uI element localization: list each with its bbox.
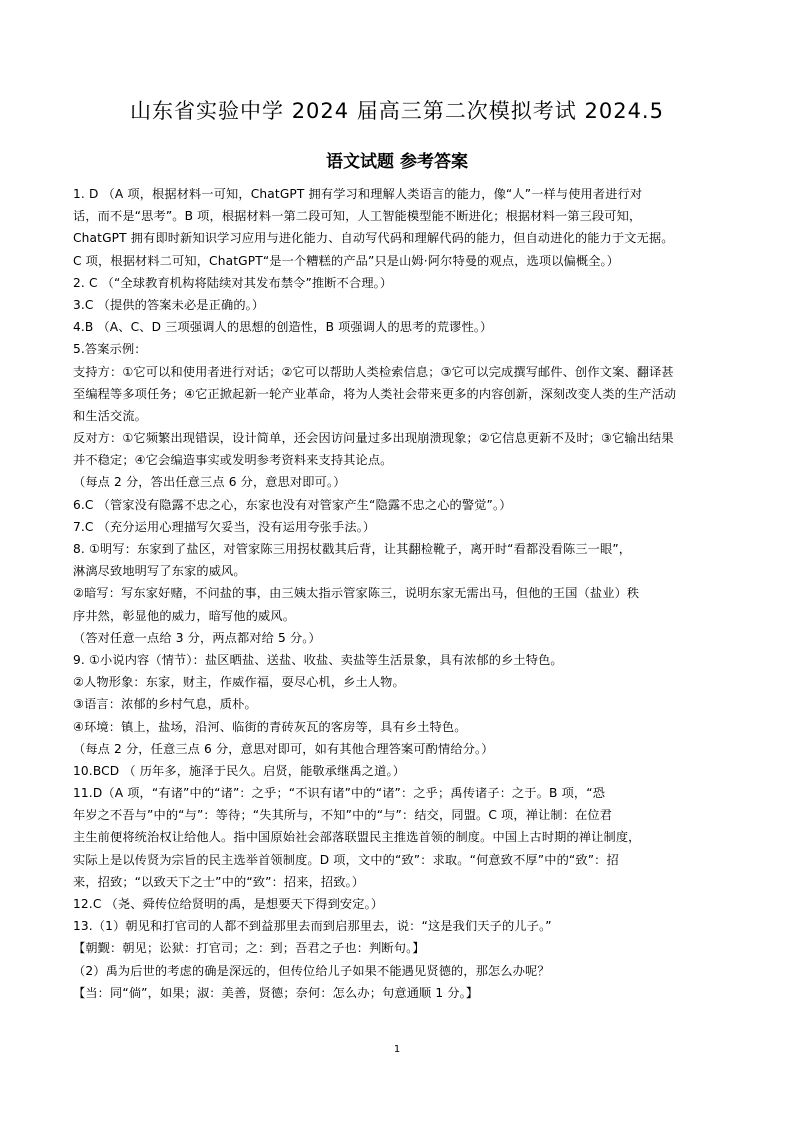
text-line: 反对方：①它频繁出现错误，设计简单，还会因访问量过多出现崩溃现象；②它信息更新不及时；③它输出结果 xyxy=(73,431,674,446)
text-line: ②人物形象：东家，财主，作威作福，耍尽心机，乡土人物。 xyxy=(73,675,405,690)
text-line: 话，而不是“思考”。B 项，根据材料一第二段可知，人工智能模型能不断进化；根据材料一第三段可知， xyxy=(73,209,642,224)
text-line: 10.BCD （ 历年多，施泽于民久。启贤，能敬承继禹之道。） xyxy=(73,763,406,778)
text-line: 并不稳定；④它会编造事实或发明参考资料来支持其论点。 xyxy=(73,453,393,468)
text-line: 12.C （尧、舜传位给贤明的禹，是想要天下得到安定。） xyxy=(73,897,384,911)
text-line: 淋漓尽致地明写了东家的威风。 xyxy=(73,564,246,579)
text-line: ChatGPT 拥有即时新知识学习应用与进化能力、自动写代码和理解代码的能力，但自动进化的能力于文无据。 xyxy=(73,231,674,246)
text-line: 6.C （管家没有隐露不忠之心，东家也没有对管家产生“隐露不忠之心的警觉”。） xyxy=(73,497,512,512)
text-line: 8. ①明写：东家到了盐区，对管家陈三用拐杖戳其后背，让其翻检靴子，离开时“看都没看陈三一眼”， xyxy=(73,542,632,556)
text-line: 【朝觐：朝见；讼狱：打官司；之：到；吾君之子也：判断句。】 xyxy=(73,941,425,956)
text-line: 1. D （A 项，根据材料一可知，ChatGPT 拥有学习和理解人类语言的能力，像“人”一样与使用者进行对 xyxy=(73,187,643,201)
text-line: 4.B （A、C、D 三项强调人的思想的创造性，B 项强调人的思考的荒谬性。） xyxy=(73,320,493,335)
text-line: C 项，根据材料二可知，ChatGPT“是一个糟糕的产品”只是山姆·阿尔特曼的观点，选项以偏概全。） xyxy=(73,253,620,268)
text-line: 支持方：①它可以和使用者进行对话；②它可以帮助人类检索信息；③它可以完成撰写邮件、创作文案、翻译甚 xyxy=(73,364,674,379)
text-line: 来，招致；“以致天下之士”中的“致”：招来，招致。） xyxy=(73,874,365,889)
page-subtitle: 语文试题 参考答案 xyxy=(326,152,468,172)
text-line: 【当：同“倘”，如果；淑：美善，贤德；奈何：怎么办；句意通顺 1 分。】 xyxy=(73,985,479,1000)
text-line: ③语言：浓郁的乡村气息，质朴。 xyxy=(73,697,257,712)
text-line: 2. C （“全球教育机构将陆续对其发布禁令”推断不合理。） xyxy=(73,275,393,290)
text-line: 13.（1）朝见和打官司的人都不到益那里去而到启那里去，说：“这是我们天子的儿子。” xyxy=(73,919,552,934)
text-line: 和生活交流。 xyxy=(73,408,148,423)
text-line: 年岁之不吾与”中的“与”：等待；“失其所与，不知”中的“与”：结交，同盟。C 项，禅让制：在位君 xyxy=(73,808,613,823)
text-line: 5.答案示例： xyxy=(73,342,147,357)
text-line: 11.D（A 项，“有诸”中的“诸”：之乎；“不识有诸”中的“诸”：之乎；禹传诸子：之于。B 项，“恐 xyxy=(73,786,606,801)
text-line: 3.C （提供的答案未必是正确的。） xyxy=(73,297,265,312)
text-line: 7.C （充分运用心理描写欠妥当，没有运用夸张手法。） xyxy=(73,519,376,534)
page-number: 1 xyxy=(393,1044,401,1055)
text-line: 主生前便将统治权让给他人。指中国原始社会部落联盟民主推选首领的制度。中国上古时期的禅让制度， xyxy=(73,830,641,845)
text-line: （每点 2 分，任意三点 6 分，意思对即可，如有其他合理答案可酌情给分。） xyxy=(73,741,494,756)
page-title: 山东省实验中学 2024 届高三第二次模拟考试 2024.5 xyxy=(130,99,664,123)
text-line: （2）禹为后世的考虑的确是深远的，但传位给儿子如果不能遇见贤德的，那怎么办呢？ xyxy=(73,963,550,978)
text-line: 9. ①小说内容（情节）：盐区晒盐、送盐、收盐、卖盐等生活景象，具有浓郁的乡土特色。 xyxy=(73,652,563,667)
answer-content xyxy=(73,183,723,1004)
text-line: ②暗写：写东家好赌，不问盐的事，由三姨太指示管家陈三，说明东家无需出马，但他的王国（盐业）秩 xyxy=(73,586,640,601)
text-line: ④环境：镇上，盐场，沿河、临街的青砖灰瓦的客房等，具有乡土特色。 xyxy=(73,719,467,734)
text-line: 序井然，彰显他的威力，暗写他的威风。 xyxy=(73,608,296,623)
text-line: 实际上是以传贤为宗旨的民主选举首领制度。D 项，文中的“致”：求取。“何意致不厚”中的“致”：招 xyxy=(73,852,619,867)
text-line: 至编程等多项任务；④它正掀起新一轮产业革命，将为人类社会带来更多的内容创新，深刻改变人类的生产活动 xyxy=(73,386,677,401)
text-line: （每点 2 分，答出任意三点 6 分，意思对即可。） xyxy=(73,475,346,490)
text-line: （答对任意一点给 3 分，两点都对给 5 分。） xyxy=(73,630,321,645)
